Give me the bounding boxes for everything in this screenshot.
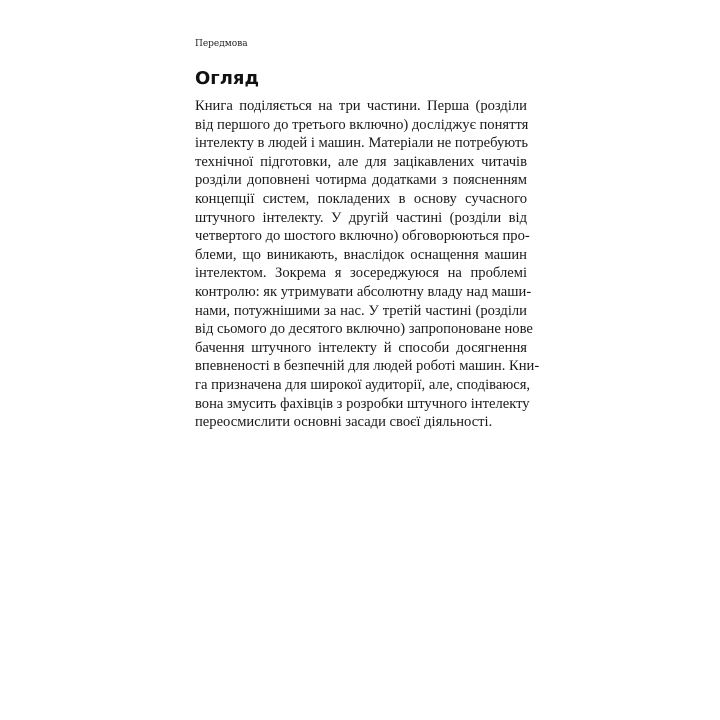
text-line: нами, потужнішими за нас. У третій частині (розділи [195,302,527,319]
text-line: розділи доповнені чотирма додатками з поясненням [195,172,527,189]
text-line: від першого до третього включно) досліджує поняття [195,116,529,133]
text-line: контролю: як утримувати абсолютну владу над маши- [195,283,532,300]
text-line: технічної підготовки, але для зацікавлених читачів [195,153,527,170]
text-line: Книга поділяється на три частини. Перша (розділи [195,98,527,114]
text-line: блеми, що виникають, внаслідок оснащення машин [195,246,527,263]
text-line: від сьомого до десятого включно) запропоноване нове [195,321,533,338]
text-line: бачення штучного інтелекту й способи досягнення [195,339,527,356]
text-line: четвертого до шостого включно) обговорюються про- [195,228,530,245]
section-heading: Огляд [195,68,259,89]
text-line: га призначена для широкої аудиторії, але, сподіваюся, [195,376,531,393]
text-line: інтелектом. Зокрема я зосереджуюся на проблемі [195,265,527,282]
text-line: інтелекту в людей і машин. Матеріали не потребують [195,135,529,152]
text-line: вона змусить фахівців з розробки штучного інтелекту [195,395,530,412]
text-line: впевненості в безпечній для людей роботі машин. Кни- [195,358,540,375]
text-line: штучного інтелекту. У другій частині (розділи від [195,209,527,226]
running-header: Передмова [195,39,248,49]
body-paragraph [195,97,540,432]
text-line: переосмислити основні засади своєї діяльності. [195,414,493,431]
text-line: концепції систем, покладених в основу сучасного [195,190,527,207]
